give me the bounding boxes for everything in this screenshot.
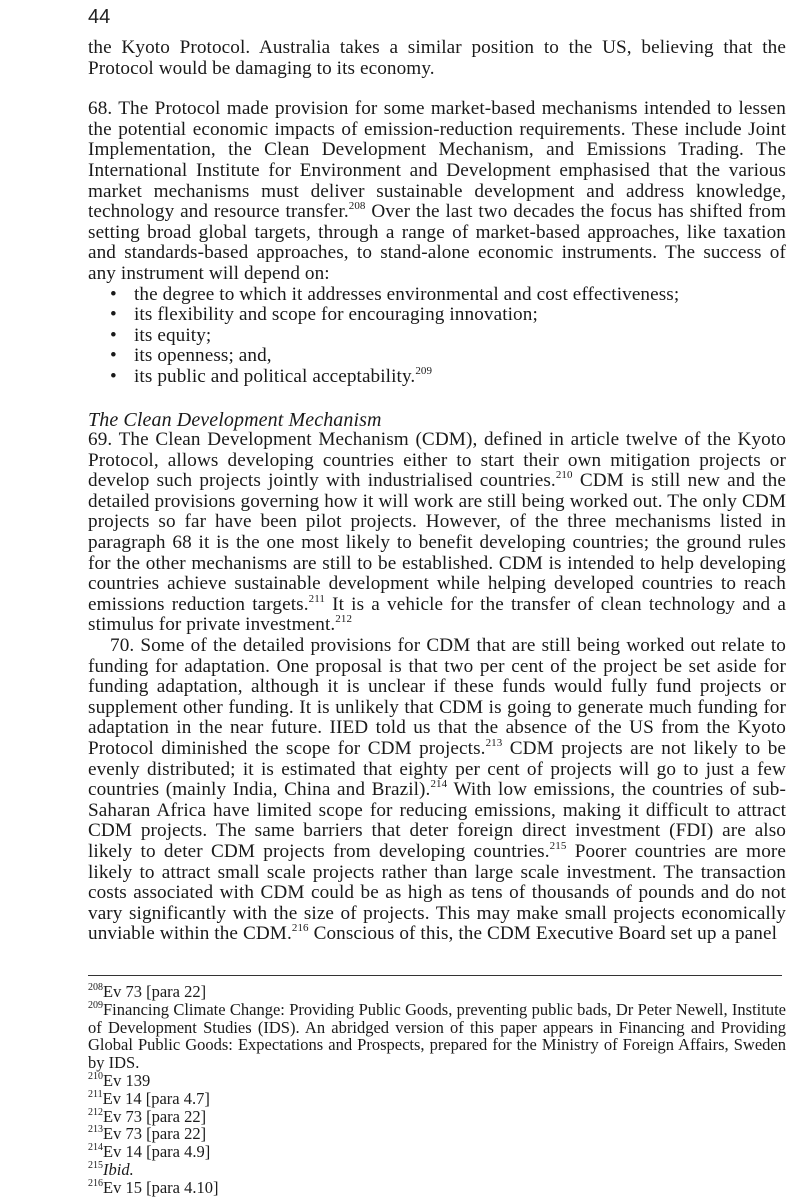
footnote-number: 214 bbox=[88, 1142, 103, 1154]
paragraph-70-text-d: Poorer countries are more likely to attract small scale projects rather than large scale investment. The transaction costs associated with CDM could be as high as tens of thousands of pounds and do not vary significantly with the size of projects. This may make small projects economically unviable within the CDM. bbox=[88, 840, 786, 945]
section-heading: The Clean Development Mechanism bbox=[88, 408, 382, 431]
paragraph-70-text-a: 70. Some of the detailed provisions for CDM that are still being worked out relate to funding for adaptation. One proposal is that two per cent of the project be set aside for funding adaptation, although it is unclear if these funds would fully fund projects or supplement other funding. It is unlikely that CDM is going to generate much funding for adaptation in the near future. IIED told us that the absence of the US from the Kyoto Protocol diminished the scope for CDM projects. bbox=[88, 635, 786, 759]
footnote-ref-211[interactable]: 211 bbox=[308, 592, 326, 605]
footnote-208 bbox=[88, 983, 786, 1001]
paragraph-68 bbox=[88, 99, 786, 284]
paragraph-68-text-a: 68. The Protocol made provision for some market-based mechanisms intended to lessen the potential economic impacts of emission-reduction requirements. These include Joint Implementation, the Clean Development Mechanism, and Emissions Trading. The International Institute for Environment and Development emphasised that the various market mechanisms must deliver sustainable development and address knowledge, technology and resource transfer. bbox=[88, 98, 786, 223]
footnote-ref-212[interactable]: 212 bbox=[335, 613, 353, 626]
footnote-number: 208 bbox=[88, 982, 103, 993]
list-item: • the degree to which it addresses environmental and cost effectiveness; bbox=[110, 285, 786, 306]
footnote-209 bbox=[88, 1001, 786, 1072]
footnote-211 bbox=[88, 1090, 786, 1108]
footnote-text: Ev 139 bbox=[103, 1070, 151, 1090]
list-item-text: its public and political acceptability. bbox=[134, 365, 416, 387]
footnote-210 bbox=[88, 1072, 786, 1090]
paragraph-70-text-e: Conscious of this, the CDM Executive Board set up a panel bbox=[308, 923, 778, 945]
footnote-text: Ev 14 [para 4.9] bbox=[103, 1142, 211, 1162]
footnote-215 bbox=[88, 1161, 786, 1179]
footnote-text: Ev 73 [para 22] bbox=[103, 1124, 207, 1144]
list-item: • its openness; and, bbox=[110, 346, 786, 367]
page-body bbox=[88, 38, 786, 945]
paragraph-70-text-b: CDM projects are not likely to be evenly distributed; it is estimated that eighty per cent of projects will go to just a few countries (mainly India, China and Brazil). bbox=[88, 738, 787, 801]
footnote-number: 211 bbox=[88, 1088, 103, 1100]
footnote-divider bbox=[88, 975, 782, 976]
paragraph-69-text-a: 69. The Clean Development Mechanism (CDM), defined in article twelve of the Kyoto Protocol, allows developing countries either to start their own mitigation projects or develop such projects jointly with industrialised countries. bbox=[88, 429, 786, 492]
footnote-ref-208[interactable]: 208 bbox=[348, 200, 366, 213]
list-item: • its equity; bbox=[110, 326, 786, 347]
footnote-216 bbox=[88, 1179, 786, 1197]
footnote-text: Ev 73 [para 22] bbox=[103, 1106, 207, 1126]
footnote-text: Ev 73 [para 22] bbox=[103, 982, 207, 1001]
footnote-number: 213 bbox=[88, 1124, 103, 1136]
paragraph-69 bbox=[88, 430, 786, 636]
footnote-text: Financing Climate Change: Providing Public Goods, preventing public bads, Dr Peter Newell, Institute of Development Studies (IDS). An abridged version of this paper appears in Financing and Providing Global Public Goods: Expectations and Prospects, prepared for the Ministry of Foreign Affairs, Sweden by IDS. bbox=[88, 999, 786, 1073]
footnote-ref-213[interactable]: 213 bbox=[485, 737, 503, 749]
page-number: 44 bbox=[88, 6, 111, 28]
footnote-number: 209 bbox=[88, 999, 103, 1011]
footnote-ref-214[interactable]: 214 bbox=[430, 778, 448, 791]
paragraph-68-text-b: Over the last two decades the focus has shifted from setting broad global targets, through a range of market-based approaches, like taxation and standards-based approaches, to stand-alone economic instruments. The success of any instrument will depend on: bbox=[88, 201, 786, 284]
footnote-number: 212 bbox=[88, 1106, 103, 1118]
footnote-number: 215 bbox=[88, 1159, 103, 1171]
criteria-list bbox=[88, 285, 786, 388]
list-item bbox=[110, 364, 786, 388]
paragraph-70 bbox=[88, 636, 786, 945]
footnote-number: 216 bbox=[88, 1177, 103, 1189]
list-item: • its flexibility and scope for encouraging innovation; bbox=[110, 305, 786, 326]
paragraph-69-text-b: CDM is still new and the detailed provisions governing how it will work are still being worked out. The only CDM projects so far have been pilot projects. However, of the three mechanisms listed in paragraph 68 it is the one most likely to benefit developing countries; the ground rules for the other mechanisms are still to be established. CDM is intended to help developing countries achieve sustainable development while helping developed countries to reach emissions reduction targets. bbox=[88, 470, 786, 615]
footnote-ref-215[interactable]: 215 bbox=[549, 839, 567, 852]
footnote-ref-210[interactable]: 210 bbox=[555, 469, 573, 482]
footnote-ref-209[interactable]: 209 bbox=[415, 364, 433, 377]
paragraph-69-text-c: It is a vehicle for the transfer of clean technology and a stimulus for private investment. bbox=[88, 593, 786, 636]
footnotes bbox=[88, 983, 786, 1197]
footnote-213 bbox=[88, 1125, 786, 1143]
footnote-text: Ibid. bbox=[103, 1159, 134, 1179]
footnote-text: Ev 14 [para 4.7] bbox=[102, 1088, 210, 1108]
paragraph-70-text-c: With low emissions, the countries of sub-Saharan Africa have limited scope for reducing emissions, making it difficult to attract CDM projects. The same barriers that deter foreign direct investment (FDI) are also likely to deter CDM projects from developing countries. bbox=[88, 779, 786, 862]
footnote-ref-216[interactable]: 216 bbox=[291, 922, 309, 935]
footnote-212 bbox=[88, 1108, 786, 1126]
footnote-number: 210 bbox=[88, 1070, 103, 1082]
footnote-214 bbox=[88, 1143, 786, 1161]
intro-paragraph: the Kyoto Protocol. Australia takes a similar position to the US, believing that the Protocol would be damaging to its economy. bbox=[88, 37, 786, 79]
footnote-text: Ev 15 [para 4.10] bbox=[103, 1177, 219, 1197]
